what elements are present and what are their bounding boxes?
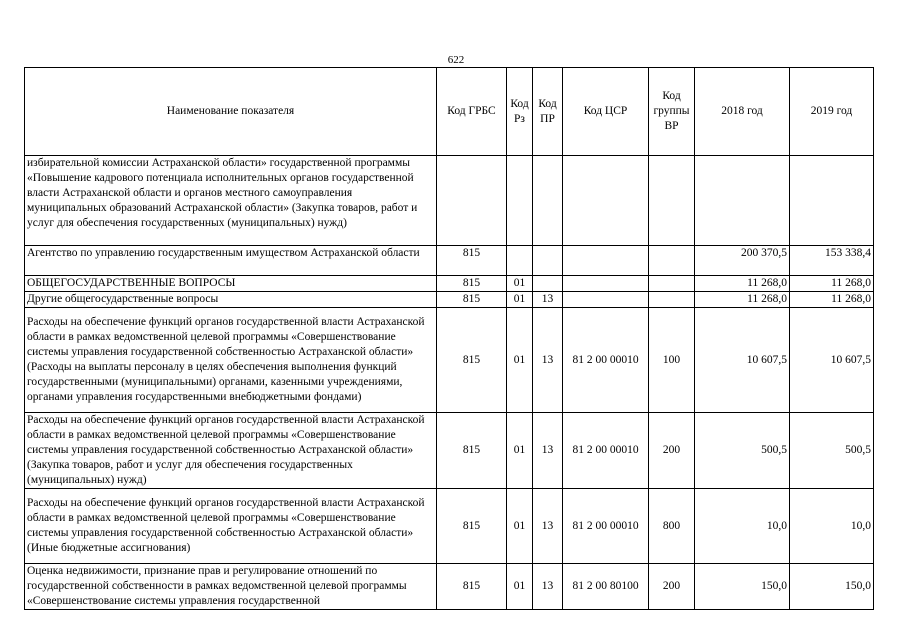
row-csr xyxy=(563,156,649,246)
row-grbs: 815 xyxy=(437,489,507,564)
table-row xyxy=(25,292,874,308)
table-row xyxy=(25,246,874,276)
row-name: Расходы на обеспечение функций органов государственной власти Астраханской области в рамках ведомственной целевой программы «Совершенствование системы управления государственной собственностью Астраханской области» (Закупка товаров, работ и услуг для обеспечения государственных (муниципальных) нужд) xyxy=(25,413,437,489)
row-grbs: 815 xyxy=(437,564,507,610)
row-csr xyxy=(563,292,649,308)
header-csr: Код ЦСР xyxy=(563,68,649,156)
row-vr: 800 xyxy=(649,489,695,564)
table-row xyxy=(25,308,874,413)
row-2018: 150,0 xyxy=(695,564,790,610)
row-2018 xyxy=(695,156,790,246)
row-2019: 11 268,0 xyxy=(790,276,874,292)
header-pr: Код ПР xyxy=(533,68,563,156)
row-2019: 11 268,0 xyxy=(790,292,874,308)
row-csr: 81 2 00 00010 xyxy=(563,308,649,413)
row-vr: 200 xyxy=(649,564,695,610)
row-rz xyxy=(507,156,533,246)
row-vr xyxy=(649,292,695,308)
row-2019: 10 607,5 xyxy=(790,308,874,413)
row-2018: 11 268,0 xyxy=(695,276,790,292)
row-grbs: 815 xyxy=(437,276,507,292)
table-row xyxy=(25,564,874,610)
row-rz: 01 xyxy=(507,564,533,610)
row-pr: 13 xyxy=(533,564,563,610)
row-name: Оценка недвижимости, признание прав и регулирование отношений по государственной собственности в рамках ведомственной целевой программы «Совершенствование системы управления государственной xyxy=(25,564,437,610)
header-name: Наименование показателя xyxy=(25,68,437,156)
row-name: Расходы на обеспечение функций органов государственной власти Астраханской области в рамках ведомственной целевой программы «Совершенствование системы управления государственной собственностью Астраханской области» (Расходы на выплаты персоналу в целях обеспечения выполнения функций государственными (муниципальными) органами, казенными учреждениями, органами управления государственными внебюджетными фондами) xyxy=(25,308,437,413)
row-vr xyxy=(649,246,695,276)
row-pr: 13 xyxy=(533,413,563,489)
row-pr xyxy=(533,156,563,246)
row-rz: 01 xyxy=(507,308,533,413)
row-rz: 01 xyxy=(507,489,533,564)
row-vr: 100 xyxy=(649,308,695,413)
header-row xyxy=(25,68,874,156)
row-pr xyxy=(533,276,563,292)
row-grbs: 815 xyxy=(437,308,507,413)
page-number: 622 xyxy=(447,54,465,66)
row-pr: 13 xyxy=(533,292,563,308)
header-2018: 2018 год xyxy=(695,68,790,156)
row-grbs: 815 xyxy=(437,413,507,489)
row-pr xyxy=(533,246,563,276)
table-row xyxy=(25,156,874,246)
row-name: Расходы на обеспечение функций органов государственной власти Астраханской области в рамках ведомственной целевой программы «Совершенствование системы управления государственной собственностью Астраханской области» (Иные бюджетные ассигнования) xyxy=(25,489,437,564)
row-grbs: 815 xyxy=(437,246,507,276)
table-row xyxy=(25,276,874,292)
row-2019: 153 338,4 xyxy=(790,246,874,276)
header-2019: 2019 год xyxy=(790,68,874,156)
table-row xyxy=(25,489,874,564)
row-2019: 10,0 xyxy=(790,489,874,564)
row-2018: 500,5 xyxy=(695,413,790,489)
row-2018: 10,0 xyxy=(695,489,790,564)
header-grbs: Код ГРБС xyxy=(437,68,507,156)
row-csr xyxy=(563,246,649,276)
header-rz: Код Рз xyxy=(507,68,533,156)
row-csr: 81 2 00 00010 xyxy=(563,489,649,564)
row-rz xyxy=(507,246,533,276)
row-2019: 150,0 xyxy=(790,564,874,610)
header-vr: Код группы ВР xyxy=(649,68,695,156)
row-grbs: 815 xyxy=(437,292,507,308)
row-csr xyxy=(563,276,649,292)
budget-table xyxy=(24,67,874,610)
row-2018: 10 607,5 xyxy=(695,308,790,413)
row-rz: 01 xyxy=(507,413,533,489)
row-name: ОБЩЕГОСУДАРСТВЕННЫЕ ВОПРОСЫ xyxy=(25,276,437,292)
row-csr: 81 2 00 80100 xyxy=(563,564,649,610)
row-2019 xyxy=(790,156,874,246)
row-name: Другие общегосударственные вопросы xyxy=(25,292,437,308)
row-2019: 500,5 xyxy=(790,413,874,489)
row-2018: 200 370,5 xyxy=(695,246,790,276)
row-vr xyxy=(649,156,695,246)
row-vr: 200 xyxy=(649,413,695,489)
row-name: избирательной комиссии Астраханской области» государственной программы «Повышение кадрового потенциала исполнительных органов государственной власти Астраханской области и органов местного самоуправления муниципальных образований Астраханской области» (Закупка товаров, работ и услуг для обеспечения государственных (муниципальных) нужд) xyxy=(25,156,437,246)
row-pr: 13 xyxy=(533,489,563,564)
row-grbs xyxy=(437,156,507,246)
row-rz: 01 xyxy=(507,292,533,308)
row-name: Агентство по управлению государственным имуществом Астраханской области xyxy=(25,246,437,276)
row-pr: 13 xyxy=(533,308,563,413)
row-2018: 11 268,0 xyxy=(695,292,790,308)
table-row xyxy=(25,413,874,489)
row-vr xyxy=(649,276,695,292)
row-rz: 01 xyxy=(507,276,533,292)
row-csr: 81 2 00 00010 xyxy=(563,413,649,489)
